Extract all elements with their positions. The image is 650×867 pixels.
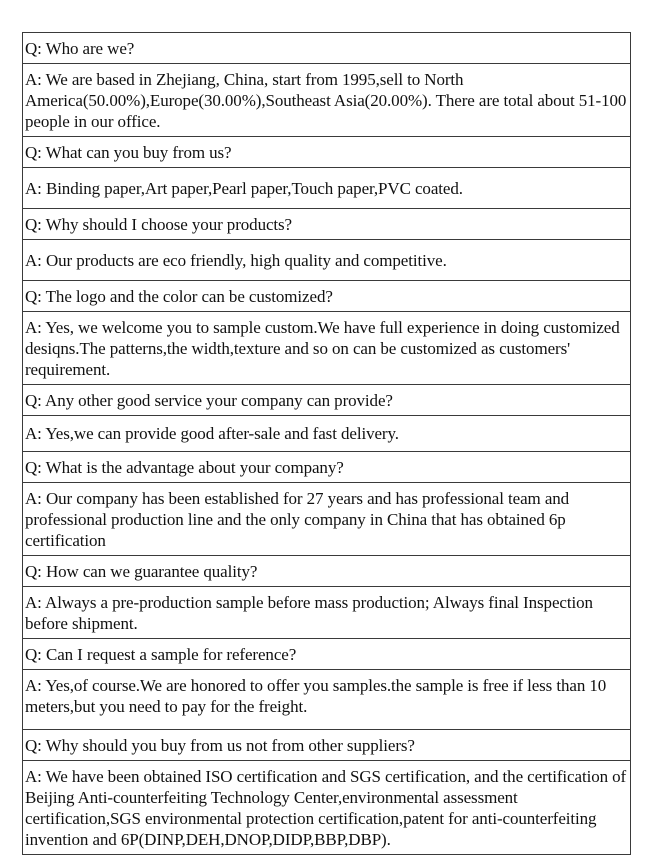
faq-question: Q: Why should I choose your products?: [23, 209, 631, 240]
faq-question: Q: What is the advantage about your company?: [23, 452, 631, 483]
faq-question: Q: How can we guarantee quality?: [23, 556, 631, 587]
faq-question-row: [23, 33, 631, 64]
faq-answer-row: [23, 670, 631, 730]
faq-question-row: [23, 209, 631, 240]
faq-answer: A: Yes,we can provide good after-sale and fast delivery.: [23, 416, 631, 452]
faq-answer: A: Our company has been established for 27 years and has professional team and professional production line and the only company in China that has obtained 6p certification: [23, 483, 631, 556]
faq-question: Q: Any other good service your company can provide?: [23, 385, 631, 416]
faq-question-row: [23, 137, 631, 168]
faq-question-row: [23, 385, 631, 416]
faq-answer: A: Yes,of course.We are honored to offer you samples.the sample is free if less than 10 meters,but you need to pay for the freight.: [23, 670, 631, 730]
faq-answer-row: [23, 483, 631, 556]
faq-answer-row: [23, 416, 631, 452]
faq-answer: A: Always a pre-production sample before mass production; Always final Inspection before shipment.: [23, 587, 631, 639]
faq-question-row: [23, 639, 631, 670]
faq-answer: A: Our products are eco friendly, high quality and competitive.: [23, 240, 631, 281]
faq-question-row: [23, 452, 631, 483]
faq-question-row: [23, 281, 631, 312]
faq-question-row: [23, 730, 631, 761]
faq-answer-row: [23, 761, 631, 855]
faq-answer: A: We have been obtained ISO certification and SGS certification, and the certification of Beijing Anti-counterfeiting Technology Center,environmental assessment certification,SGS environmental protection certification,patent for anti-counterfeiting invention and 6P(DINP,DEH,DNOP,DIDP,BBP,DBP).: [23, 761, 631, 855]
faq-answer-row: [23, 64, 631, 137]
faq-answer: A: Yes, we welcome you to sample custom.We have full experience in doing customized desiqns.The patterns,the width,texture and so on can be customized as customers' requirement.: [23, 312, 631, 385]
faq-answer-row: [23, 168, 631, 209]
faq-question-row: [23, 556, 631, 587]
faq-answer: A: Binding paper,Art paper,Pearl paper,Touch paper,PVC coated.: [23, 168, 631, 209]
faq-question: Q: The logo and the color can be customized?: [23, 281, 631, 312]
faq-question: Q: Can I request a sample for reference?: [23, 639, 631, 670]
faq-answer: A: We are based in Zhejiang, China, start from 1995,sell to North America(50.00%),Europe(30.00%),Southeast Asia(20.00%). There are total about 51-100 people in our office.: [23, 64, 631, 137]
faq-table: [22, 32, 631, 855]
faq-answer-row: [23, 240, 631, 281]
faq-question: Q: Why should you buy from us not from other suppliers?: [23, 730, 631, 761]
faq-answer-row: [23, 312, 631, 385]
faq-question: Q: What can you buy from us?: [23, 137, 631, 168]
faq-question: Q: Who are we?: [23, 33, 631, 64]
faq-answer-row: [23, 587, 631, 639]
